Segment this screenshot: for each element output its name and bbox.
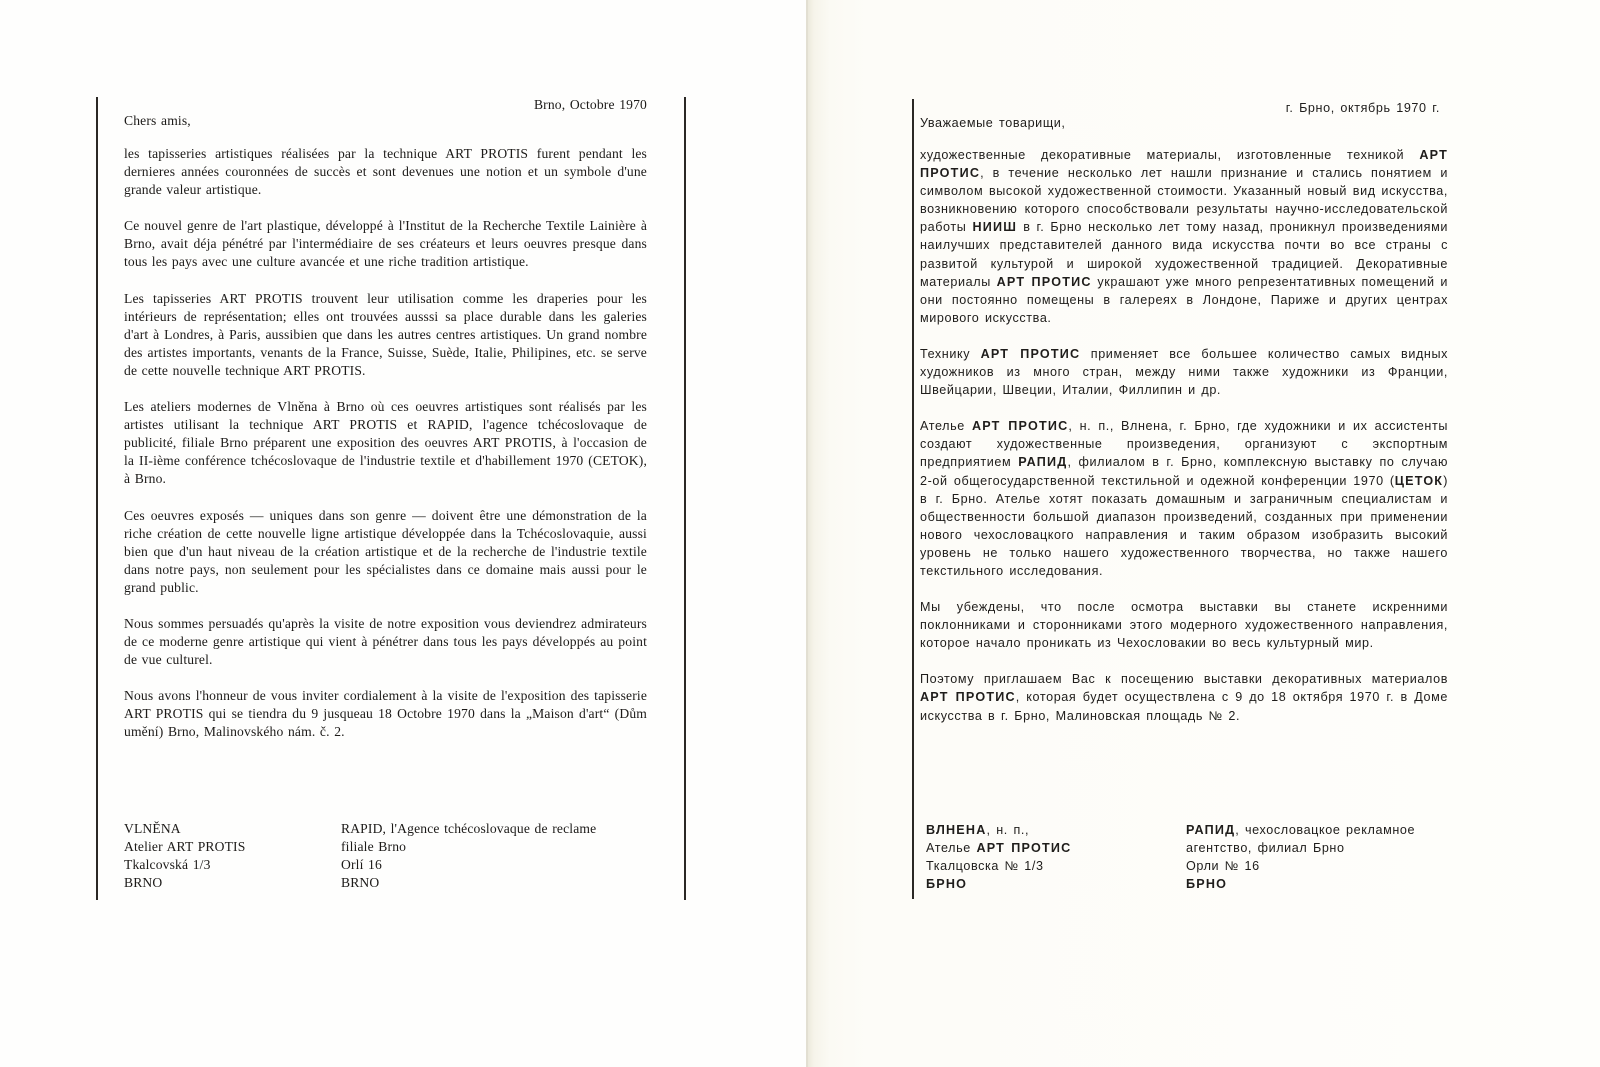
paragraph: Ces oeuvres exposés — uniques dans son genre — doivent être une démonstration de la riche création de cette nouvelle ligne artistique développée dans la Tchécoslovaquie, aussi bien que d'un haut niveau de la création artistique et de la recherche de l'industrie textile dans notre pays, non seulement pour les spécialistes dans ce domaine mais aussi pour le grand public. <box>124 507 647 595</box>
paragraph: Les ateliers modernes de Vlněna à Brno où ces oeuvres artistiques sont réalisés par les artistes utilisant la technique ART PROTIS et RAPID, l'agence tchécoslovaque de publicité, filiale Brno préparent une exposition des oeuvres ART PROTIS, à l'occasion de la II-ième conférence tchécoslovaque de l'industrie textile et d'habillement 1970 (CETOK), à Brno. <box>124 399 647 487</box>
letter-salutation: Chers amis, <box>124 113 191 128</box>
letter-date: Brno, Octobre 1970 <box>533 97 647 112</box>
letter-body <box>124 145 647 760</box>
left-margin-rule <box>96 97 98 900</box>
signature-line: Орли № 16 <box>1186 859 1260 874</box>
signature-line: VLNĚNA <box>124 821 181 836</box>
left-margin-rule <box>912 99 914 899</box>
signature-rapid <box>1186 821 1415 893</box>
paragraph: Ателье АРТ ПРОТИС, н. п., Влнена, г. Брно, где художники и их ассистенты создают художественные произведения, организуют с экспортным предприятием РАПИД, филиалом в г. Брно, комплексную выставку по случаю 2-ой общегосударственной текстильной и одежной конференции 1970 (ЦЕТОК) в г. Брно. Ателье хотят показать домашным и заграничным специалистам и общественности большой диапазон произведений, созданных при применении нового чехословацкого направления и таким образом изобразить высокий уровень не только нашего художественного творчества, но также нашего текстильного исследования. <box>920 419 1449 578</box>
signature-line: Tkalcovská 1/3 <box>124 857 211 873</box>
paragraph: Технику АРТ ПРОТИС применяет все большее количество самых видных художников из много стран, между ними также художники из Франции, Швейцарии, Швеции, Италии, Филлипин и др. <box>920 346 1448 398</box>
signature-line: Atelier ART PROTIS <box>124 839 246 855</box>
right-margin-rule <box>684 97 686 900</box>
paragraph: Nous avons l'honneur de vous inviter cordialement à la visite de l'exposition des tapisserie ART PROTIS qui se tiendra du 9 jusqueau 18 Octobre 1970 dans la „Maison d'art“ (Dům umění) Brno, Malinovského nám. č. 2. <box>124 688 647 740</box>
paragraph: Поэтому приглашаем Вас к посещению выставки декоративных материалов АРТ ПРОТИС, которая будет осуществлена с 9 до 18 октября 1970 г. в Доме искусства в г. Брно, Малиновская площадь № 2. <box>920 672 1448 723</box>
signature-line: БРНО <box>926 877 968 892</box>
signature-line: BRNO <box>124 875 163 891</box>
letter-date: г. Брно, октябрь 1970 г. <box>1285 101 1440 115</box>
signature-vlnena <box>124 820 245 892</box>
paragraph: Ce nouvel genre de l'art plastique, développé à l'Institut de la Recherche Textile Lainière à Brno, avait déja pénétré par l'intermédiaire de ses créateurs et leurs oeuvres presque dans tous les pays avec une culture avancée et une riche tradition artistique. <box>124 218 647 270</box>
paragraph: Les tapisseries ART PROTIS trouvent leur utilisation comme les draperies pour les intérieurs de représentation; elles ont trouvées ausssi sa place durable dans les galeries d'art à Londres, à Paris, aussibien que dans les autres centres artistiques. Un grand nombre des artistes importants, venants de la France, Suisse, Suède, Italie, Philipines, etc. se serve de cette nouvelle technique ART PROTIS. <box>124 290 647 378</box>
signature-line: БРНО <box>1186 877 1228 892</box>
signature-rapid <box>341 820 596 892</box>
paragraph: les tapisseries artistiques réalisées par la technique ART PROTIS furent pendant les dernieres années couronnées de succès et sont devenues une notion et un symbole d'une grande valeur artistique. <box>124 146 647 198</box>
letter-salutation: Уважаемые товарищи, <box>920 116 1066 130</box>
paragraph: Мы убеждены, что после осмотра выставки вы станете искренними поклонниками и сторонниками этого модерного художественного направления, которое начало проникать из Чехословакии во весь культурный мир. <box>920 600 1448 651</box>
signature-line: RAPID, l'Agence tchécoslovaque de reclame <box>341 821 597 836</box>
signature-line: ВЛНЕНА, н. п., <box>926 823 1030 837</box>
signature-line: Ткалцовска № 1/3 <box>926 859 1044 874</box>
letter-body <box>920 146 1448 743</box>
signature-line: РАПИД, чехословацкое рекламное <box>1186 823 1416 837</box>
paragraph: художественные декоративные материалы, изготовленные техникой АРТ ПРОТИС, в течение несколько лет нашли признание и стались понятием и символом высокой художественной стоимости. Указанный новый вид искусства, возникновению которого способствовали результаты научно-исследовательской работы НИИШ в г. Брно несколько лет тому назад, проникнул произведениями наилучших представителей данного вида искусства почти во все страны с развитой культурой и широкой художественной традицией. Декоративные материалы АРТ ПРОТИС украшают уже много репрезентативных помещений и они постоянно помещены в галереях в Лондоне, Париже и других центрах мирового искусства. <box>920 148 1448 325</box>
signature-line: BRNO <box>341 875 380 891</box>
signature-line: Ателье АРТ ПРОТИС <box>926 841 1072 856</box>
signature-vlnena <box>926 821 1071 893</box>
right-page-russian <box>808 0 1600 1067</box>
paragraph: Nous sommes persuadés qu'après la visite de notre exposition vous deviendrez admirateurs de ce moderne genre artistique qui vient à pénétrer dans tous les pays développés au point de vue culturel. <box>124 615 647 668</box>
signature-line: Orlí 16 <box>341 857 382 873</box>
signature-line: агентство, филиал Брно <box>1186 841 1345 856</box>
signature-line: filiale Brno <box>341 839 407 855</box>
